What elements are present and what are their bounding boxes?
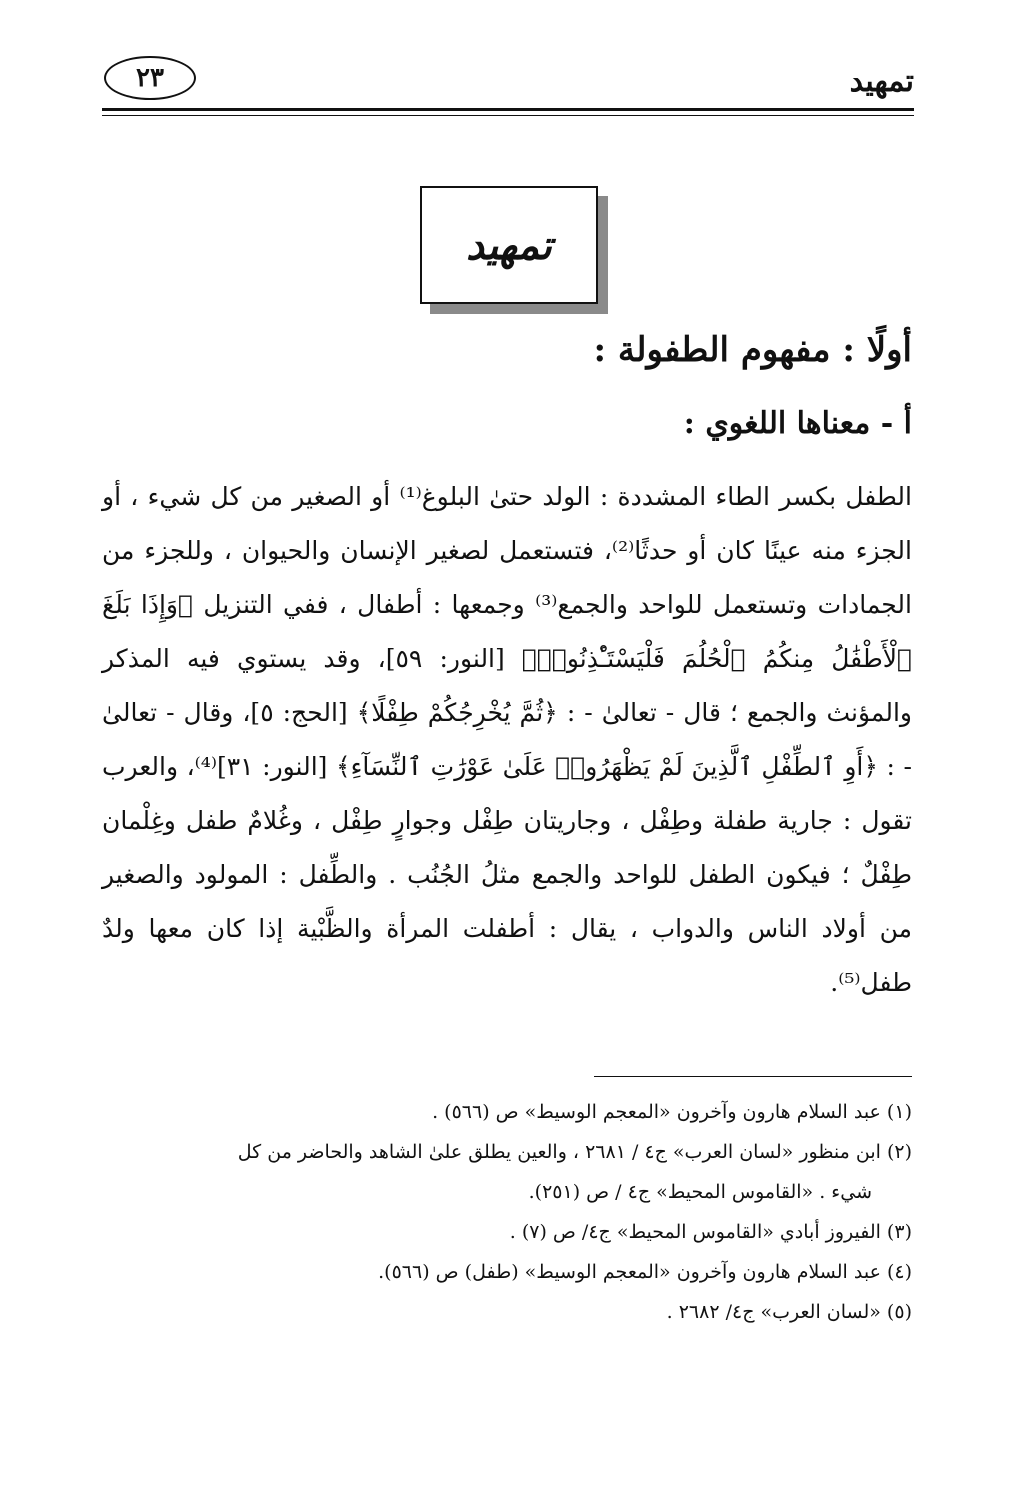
- footnote-2-continuation: شيء . «القاموس المحيط» ج٤ / ص (٢٥١).: [528, 1181, 872, 1203]
- chapter-title: تمهيد: [466, 221, 552, 269]
- footnote-separator: [594, 1076, 912, 1077]
- footnote-1: (١) عبد السلام هارون وآخرون «المعجم الوسيط» ص (٥٦٦) .: [432, 1101, 912, 1123]
- page-number: ٢٣: [136, 63, 164, 93]
- footnote-3: (٣) الفيروز أبادي «القاموس المحيط» ج٤/ ص (٧) .: [509, 1221, 912, 1243]
- chapter-title-box: [420, 186, 598, 304]
- footnote-2: (٢) ابن منظور «لسان العرب» ج٤ / ٢٦٨١ ، والعين يطلق علىٰ الشاهد والحاضر من كل: [237, 1141, 912, 1163]
- footnotes: [102, 1092, 912, 1332]
- header-rule-thin: [102, 115, 914, 116]
- body-paragraph: الطفل بكسر الطاء المشددة : الولد حتىٰ البلوغ⁽¹⁾ أو الصغير من كل شيء ، أو الجزء منه عينًا كان أو حدثًا⁽²⁾، فتستعمل لصغير الإنسان والحيوان ، وللجزء من الجمادات وتستعمل للواحد والجمع⁽³⁾ وجمعها : أطفال ، ففي التنزيل ﴿وَإِذَا بَلَغَ ٱلْأَطْفَٰلُ مِنكُمُ ٱلْحُلُمَ فَلْيَسْتَـْٔذِنُوا۟﴾ [النور: ٥٩]، وقد يستوي فيه المذكر والمؤنث والجمع ؛ قال - تعالىٰ - : ﴿ثُمَّ يُخْرِجُكُمْ طِفْلًا﴾ [الحج: ٥]، وقال - تعالىٰ - : ﴿أَوِ ٱلطِّفْلِ ٱلَّذِينَ لَمْ يَظْهَرُوا۟ عَلَىٰ عَوْرَٰتِ ٱلنِّسَآءِ﴾ [النور: ٣١]⁽⁴⁾، والعرب تقول : جارية طفلة وطِفْل ، وجاريتان طِفْل وجوارٍ طِفْل ، وغُلامٌ طفل وغِلْمان طِفْلٌ ؛ فيكون الطفل للواحد والجمع مثلُ الجُنُب . والطِّفل : المولود والصغير من أولاد الناس والدواب ، يقال : أطفلت المرأة والظَّبْية إذا كان معها ولدٌ طفل⁽⁵⁾.: [102, 482, 912, 997]
- header-rule-thick: [102, 108, 914, 111]
- footnote-4: (٤) عبد السلام هارون وآخرون «المعجم الوسيط» (طفل) ص (٥٦٦).: [378, 1261, 912, 1283]
- running-title: تمهيد: [849, 64, 914, 99]
- sub-heading: أ - معناها اللغوي :: [683, 406, 912, 441]
- section-heading: أولًا : مفهوم الطفولة :: [593, 330, 912, 370]
- page-number-badge: [104, 56, 196, 100]
- footnote-5: (٥) «لسان العرب» ج٤/ ٢٦٨٢ .: [666, 1301, 912, 1323]
